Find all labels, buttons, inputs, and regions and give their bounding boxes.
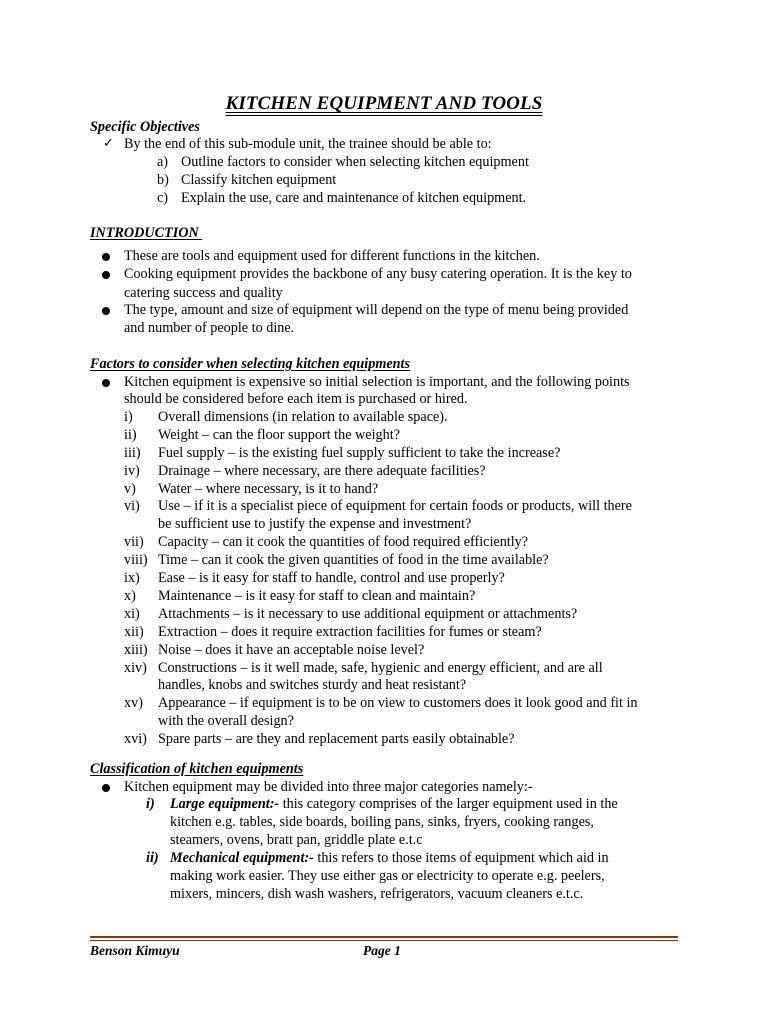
factor-marker: iv) — [124, 463, 140, 479]
footer-rule — [90, 936, 678, 938]
classification-item-first-line — [170, 849, 609, 867]
factor-marker: viii) — [124, 552, 148, 568]
intro-bullet-text: catering success and quality — [124, 285, 283, 301]
factor-text: Water – where necessary, is it to hand? — [158, 481, 379, 497]
classification-text: this refers to those items of equipment which aid in — [313, 850, 609, 866]
objective-marker: c) — [157, 190, 169, 206]
classification-item-first-line — [170, 795, 618, 813]
bullet-icon — [102, 784, 110, 792]
factor-text: Attachments – is it necessary to use additional equipment or attachments? — [158, 606, 578, 622]
factor-text: Weight – can the floor support the weight? — [158, 427, 400, 443]
intro-bullet-text: These are tools and equipment used for different functions in the kitchen. — [124, 248, 540, 264]
introduction-heading: INTRODUCTION — [90, 225, 203, 241]
factor-marker: iii) — [124, 445, 141, 461]
factor-text: Constructions – is it well made, safe, hygienic and energy efficient, and are all — [158, 660, 603, 676]
factor-text: Use – if it is a specialist piece of equipment for certain foods or products, will there — [158, 498, 632, 514]
factor-marker: xi) — [124, 606, 140, 622]
objective-text: Classify kitchen equipment — [181, 172, 337, 188]
factor-text: Extraction – does it require extraction facilities for fumes or steam? — [158, 624, 542, 640]
factor-marker: xiv) — [124, 660, 147, 676]
bullet-icon — [102, 307, 110, 315]
factor-text: Ease – is it easy for staff to handle, control and use properly? — [158, 570, 505, 586]
factor-marker: vii) — [124, 534, 144, 550]
factor-marker: x) — [124, 588, 136, 604]
classification-label: Large equipment:- — [170, 796, 280, 812]
footer-rule — [90, 940, 678, 941]
objective-marker: a) — [157, 154, 169, 170]
classification-label: Mechanical equipment:- — [170, 850, 314, 866]
factor-text: Maintenance – is it easy for staff to clean and maintain? — [158, 588, 476, 604]
factor-marker: i) — [124, 409, 133, 425]
classification-heading: Classification of kitchen equipments — [90, 761, 304, 777]
factor-text: Spare parts – are they and replacement parts easily obtainable? — [158, 731, 515, 747]
bullet-icon — [102, 271, 110, 279]
factor-text: Fuel supply – is the existing fuel supply sufficient to take the increase? — [158, 445, 561, 461]
factor-marker: xvi) — [124, 731, 147, 747]
factor-text: with the overall design? — [158, 713, 294, 729]
classification-intro: Kitchen equipment may be divided into three major categories namely:- — [124, 779, 533, 795]
footer-page-number: Page 1 — [363, 943, 401, 958]
factor-text: Overall dimensions (in relation to available space). — [158, 409, 448, 425]
factors-intro-line: should be considered before each item is purchased or hired. — [124, 391, 468, 407]
checkmark-icon: ✓ — [103, 136, 114, 151]
intro-bullet-text: and number of people to dine. — [124, 320, 295, 336]
bullet-icon — [102, 253, 110, 261]
classification-text: kitchen e.g. tables, side boards, boiling pans, sinks, fryers, cooking ranges, — [170, 814, 594, 830]
classification-marker: ii) — [146, 850, 159, 866]
factor-text: Noise – does it have an acceptable noise level? — [158, 642, 425, 658]
factor-text: Appearance – if equipment is to be on view to customers does it look good and fit in — [158, 695, 638, 711]
factor-marker: ii) — [124, 427, 137, 443]
page-title: KITCHEN EQUIPMENT AND TOOLS — [225, 93, 543, 114]
intro-bullet-text: Cooking equipment provides the backbone of any busy catering operation. It is the key to — [124, 266, 632, 282]
factor-marker: vi) — [124, 498, 140, 514]
factor-text: Drainage – where necessary, are there adequate facilities? — [158, 463, 486, 479]
factor-text: Capacity – can it cook the quantities of food required efficiently? — [158, 534, 529, 550]
objective-text: Outline factors to consider when selecting kitchen equipment — [181, 154, 529, 170]
factor-text: handles, knobs and switches sturdy and heat resistant? — [158, 677, 467, 693]
footer-author: Benson Kimuyu — [90, 943, 180, 958]
factor-marker: v) — [124, 481, 136, 497]
factor-marker: xiii) — [124, 642, 148, 658]
classification-text: making work easier. They use either gas or electricity to operate e.g. peelers, — [170, 868, 605, 884]
factor-marker: ix) — [124, 570, 140, 586]
classification-marker: i) — [146, 796, 155, 812]
factors-intro-line: Kitchen equipment is expensive so initial selection is important, and the following points — [124, 374, 630, 390]
factors-heading: Factors to consider when selecting kitchen equipments — [90, 356, 411, 372]
objectives-intro: By the end of this sub-module unit, the trainee should be able to: — [124, 136, 492, 152]
factor-marker: xii) — [124, 624, 144, 640]
bullet-icon — [102, 379, 110, 387]
intro-bullet-text: The type, amount and size of equipment will depend on the type of menu being provided — [124, 302, 629, 318]
factor-text: Time – can it cook the given quantities of food in the time available? — [158, 552, 549, 568]
objective-text: Explain the use, care and maintenance of kitchen equipment. — [181, 190, 527, 206]
objectives-heading: Specific Objectives — [90, 119, 200, 135]
classification-text: mixers, mincers, dish wash washers, refrigerators, vacuum cleaners e.t.c. — [170, 886, 584, 902]
factor-marker: xv) — [124, 695, 143, 711]
classification-text: steamers, ovens, bratt pan, griddle plate e.t.c — [170, 832, 423, 848]
objective-marker: b) — [157, 172, 169, 188]
factor-text: be sufficient use to justify the expense and investment? — [158, 516, 472, 532]
classification-text: this category comprises of the larger equipment used in the — [279, 796, 618, 812]
